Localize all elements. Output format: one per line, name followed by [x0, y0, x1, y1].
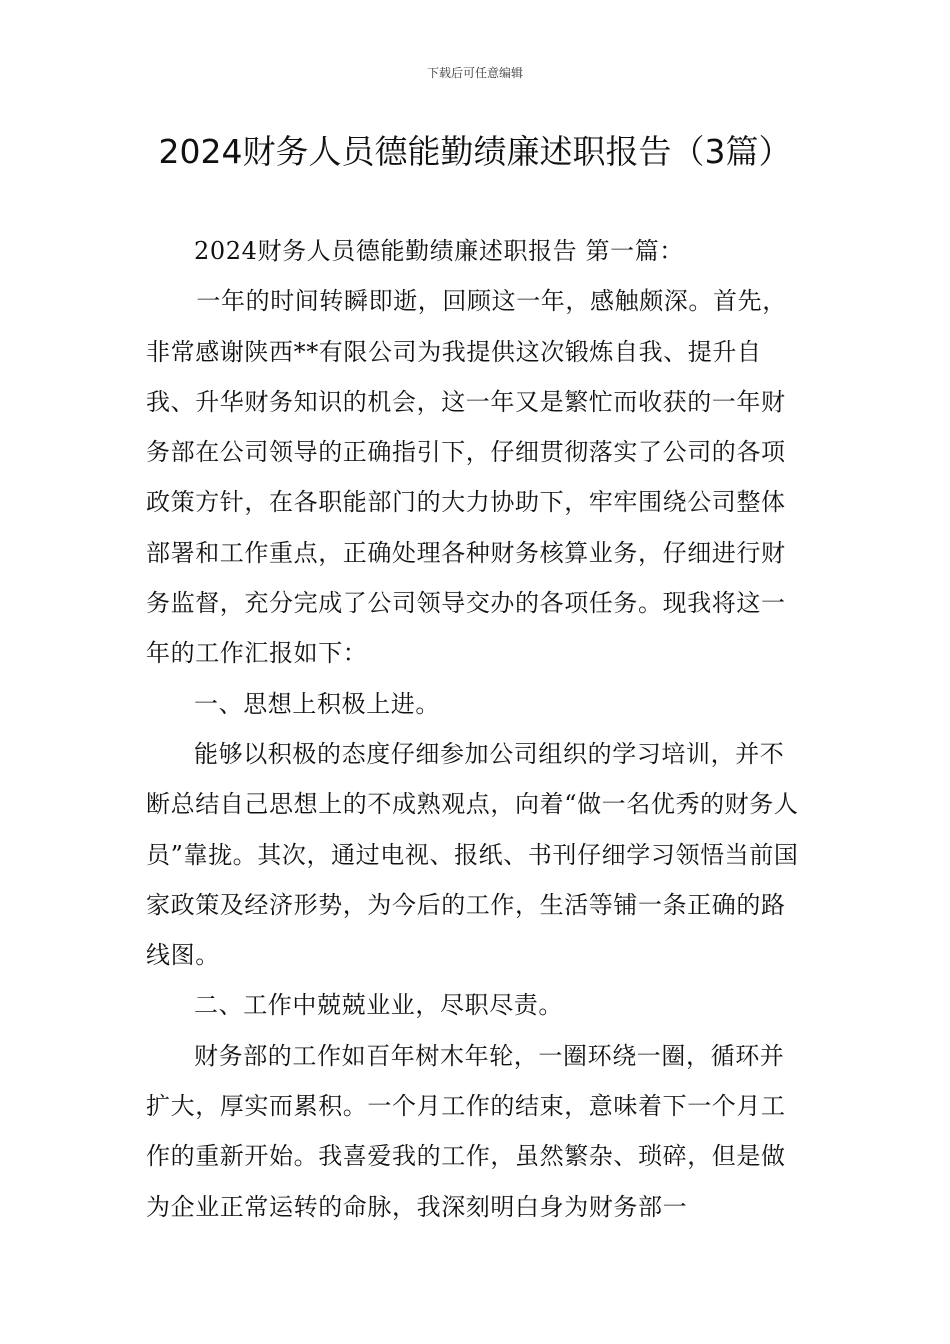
paragraph-thought: 能够以积极的态度仔细参加公司组织的学习培训，并不断总结自己思想上的不成熟观点，向着“做一名优秀的财务人员”靠拢。其次，通过电视、报纸、书刊仔细学习领悟当前国家政策及经济形势，为今后的工作，生活等铺一条正确的路线图。 [146, 739, 799, 970]
section-heading-part-one: 2024财务人员德能勤绩廉述职报告 第一篇： [194, 237, 684, 265]
section-heading-thought: 一、思想上积极上进。 [194, 689, 440, 718]
section-heading-work: 二、工作中兢兢业业，尽职尽责。 [194, 991, 563, 1020]
document-body [146, 226, 806, 1232]
paragraph-work: 财务部的工作如百年树木年轮，一圈环绕一圈，循环并扩大，厚实而累积。一个月工作的结束，意味着下一个月工作的重新开始。我喜爱我的工作，虽然繁杂、琐碎，但是做为企业正常运转的命脉，我深刻明白身为财务部一 [146, 1041, 786, 1221]
paragraph-introduction: 一年的时间转瞬即逝，回顾这一年，感触颇深。首先，非常感谢陕西**有限公司为我提供这次锻炼自我、提升自我、升华财务知识的机会，这一年又是繁忙而收获的一年财务部在公司领导的正确指引下，仔细贯彻落实了公司的各项政策方针，在各职能部门的大力协助下，牢牢围绕公司整体部署和工作重点，正确处理各种财务核算业务，仔细进行财务监督，充分完成了公司领导交办的各项任务。现我将这一年的工作汇报如下： [146, 287, 787, 668]
page-header-note: 下载后可任意编辑 [426, 66, 523, 80]
document-title: 2024财务人员德能勤绩廉述职报告（3篇） [158, 132, 792, 171]
